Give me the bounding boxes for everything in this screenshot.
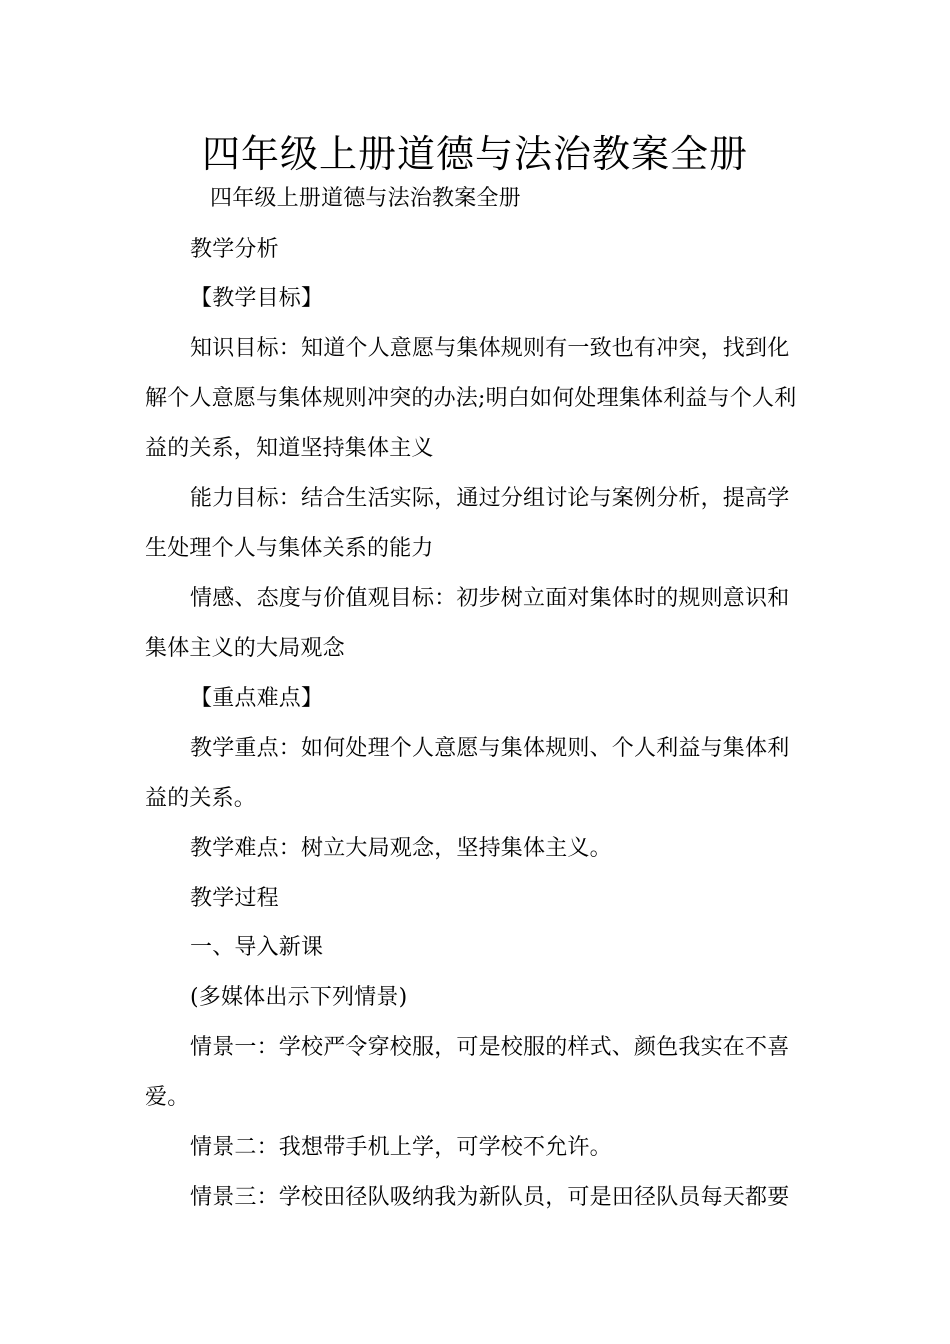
- document-title: 四年级上册道德与法治教案全册: [201, 132, 748, 176]
- document-subtitle: 四年级上册道德与法治教案全册: [210, 186, 521, 211]
- paragraph-line: 集体主义的大局观念: [145, 636, 345, 661]
- section-heading-key-points: 【重点难点】: [190, 686, 324, 711]
- paragraph-line: 益的关系，知道坚持集体主义: [145, 436, 434, 461]
- paragraph-line: (多媒体出示下列情景): [190, 985, 408, 1010]
- paragraph-line: 情景三：学校田径队吸纳我为新队员，可是田径队员每天都要: [190, 1185, 790, 1210]
- paragraph-line: 教学难点：树立大局观念，坚持集体主义。: [190, 836, 612, 861]
- paragraph-line: 教学重点：如何处理个人意愿与集体规则、个人利益与集体利: [190, 736, 790, 761]
- section-heading-teaching-process: 教学过程: [190, 886, 279, 911]
- section-heading-teaching-analysis: 教学分析: [190, 237, 279, 262]
- paragraph-line: 益的关系。: [145, 786, 257, 811]
- paragraph-line: 知识目标：知道个人意愿与集体规则有一致也有冲突，找到化: [190, 336, 790, 361]
- paragraph-line: 爱。: [145, 1085, 190, 1110]
- paragraph-line: 能力目标：结合生活实际，通过分组讨论与案例分析，提高学: [190, 486, 790, 511]
- paragraph-line: 生处理个人与集体关系的能力: [145, 536, 434, 561]
- paragraph-line: 情景一：学校严令穿校服，可是校服的样式、颜色我实在不喜: [190, 1035, 790, 1060]
- section-heading-teaching-goals: 【教学目标】: [190, 286, 324, 311]
- paragraph-line: 情感、态度与价值观目标：初步树立面对集体时的规则意识和: [190, 586, 790, 611]
- paragraph-line: 解个人意愿与集体规则冲突的办法;明白如何处理集体利益与个人利: [145, 386, 797, 411]
- section-heading-intro: 一、导入新课: [190, 935, 324, 960]
- paragraph-line: 情景二：我想带手机上学，可学校不允许。: [190, 1135, 612, 1160]
